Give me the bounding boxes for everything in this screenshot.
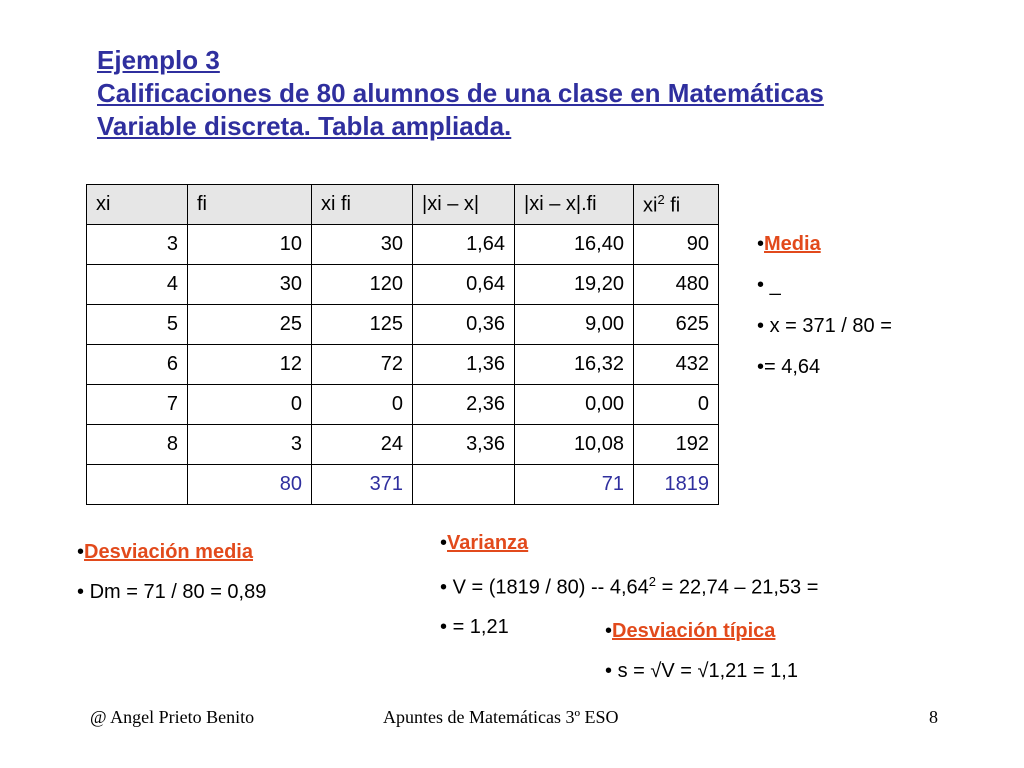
media-section — [757, 233, 892, 397]
bullet-icon: • — [605, 660, 613, 682]
title-line-example: Ejemplo 3 — [97, 45, 220, 75]
total-abs-dev — [413, 465, 515, 505]
varianza-line: • = 1,21 — [440, 616, 509, 638]
cell-abs-dev: 1,36 — [413, 345, 515, 385]
table-totals-row — [87, 465, 719, 505]
total-xi2-fi: 1819 — [634, 465, 719, 505]
cell-xi: 3 — [87, 225, 188, 265]
media-heading: Media — [764, 233, 821, 255]
cell-xi: 6 — [87, 345, 188, 385]
table-row — [87, 305, 719, 345]
cell-xi: 8 — [87, 425, 188, 465]
header-xi: xi — [87, 185, 188, 225]
cell-abs-dev-fi: 10,08 — [515, 425, 634, 465]
slide-title — [97, 44, 824, 143]
media-line: • x = 371 / 80 = — [757, 315, 892, 337]
cell-xi-fi: 24 — [312, 425, 413, 465]
media-line: • _ — [757, 274, 781, 296]
cell-xi-fi: 120 — [312, 265, 413, 305]
cell-xi-fi: 30 — [312, 225, 413, 265]
cell-abs-dev-fi: 19,20 — [515, 265, 634, 305]
cell-xi2-fi: 432 — [634, 345, 719, 385]
cell-xi: 7 — [87, 385, 188, 425]
table-row — [87, 265, 719, 305]
header-xi-fi: xi fi — [312, 185, 413, 225]
varianza-heading: Varianza — [447, 532, 529, 554]
varianza-heading-line — [440, 532, 818, 574]
footer-author: @ Angel Prieto Benito — [90, 707, 255, 727]
cell-fi: 30 — [188, 265, 312, 305]
cell-abs-dev-fi: 9,00 — [515, 305, 634, 345]
cell-fi: 12 — [188, 345, 312, 385]
cell-xi: 4 — [87, 265, 188, 305]
cell-xi2-fi: 192 — [634, 425, 719, 465]
cell-abs-dev: 0,36 — [413, 305, 515, 345]
footer-page-number: 8 — [929, 707, 938, 727]
cell-xi2-fi: 625 — [634, 305, 719, 345]
varianza-line: • $V = (1819 / 80) -- 4,64^2 = 22,74 - 21,53$ = — [440, 574, 819, 599]
desviacion-media-heading-line — [77, 541, 266, 581]
cell-xi2-fi: 480 — [634, 265, 719, 305]
cell-xi2-fi: 0 — [634, 385, 719, 425]
desviacion-tipica-section — [605, 620, 798, 700]
table-row — [87, 385, 719, 425]
cell-abs-dev-fi: 0,00 — [515, 385, 634, 425]
desviacion-media-section — [77, 541, 266, 621]
cell-xi2-fi: 90 — [634, 225, 719, 265]
desviacion-tipica-heading-line — [605, 620, 798, 660]
media-line: •= 4,64 — [757, 356, 821, 378]
bullet-icon: • — [440, 532, 448, 554]
table-row — [87, 425, 719, 465]
bullet-icon: • — [77, 581, 85, 603]
cell-abs-dev: 0,64 — [413, 265, 515, 305]
table-header-row — [87, 185, 719, 225]
table-row — [87, 345, 719, 385]
header-fi: fi — [188, 185, 312, 225]
bullet-icon: • — [757, 233, 765, 255]
header-abs-dev-fi: |xi – x|.fi — [515, 185, 634, 225]
total-xi — [87, 465, 188, 505]
bullet-icon: • — [757, 315, 765, 337]
table-row — [87, 225, 719, 265]
header-abs-dev: |xi – x| — [413, 185, 515, 225]
cell-xi-fi: 72 — [312, 345, 413, 385]
cell-abs-dev-fi: 16,32 — [515, 345, 634, 385]
cell-fi: 25 — [188, 305, 312, 345]
total-abs-dev-fi: 71 — [515, 465, 634, 505]
cell-abs-dev: 3,36 — [413, 425, 515, 465]
frequency-table — [86, 184, 719, 505]
cell-fi: 3 — [188, 425, 312, 465]
bullet-icon: • — [757, 356, 765, 378]
cell-xi-fi: 125 — [312, 305, 413, 345]
media-heading-line — [757, 233, 892, 274]
title-line-subtitle: Variable discreta. Tabla ampliada. — [97, 111, 512, 141]
cell-xi: 5 — [87, 305, 188, 345]
footer-course: Apuntes de Matemáticas 3º ESO — [383, 707, 619, 727]
bullet-icon: • — [757, 274, 765, 296]
desviacion-tipica-line: • s = √V = √1,21 = 1,1 — [605, 660, 798, 682]
header-xi2-fi: $xi^2$ fi — [634, 185, 719, 225]
cell-abs-dev-fi: 16,40 — [515, 225, 634, 265]
cell-xi-fi: 0 — [312, 385, 413, 425]
total-xi-fi: 371 — [312, 465, 413, 505]
bullet-icon: • — [77, 541, 85, 563]
bullet-icon: • — [605, 620, 613, 642]
cell-fi: 10 — [188, 225, 312, 265]
desviacion-media-heading: Desviación media — [84, 541, 253, 563]
total-fi: 80 — [188, 465, 312, 505]
bullet-icon: • — [440, 616, 448, 638]
desviacion-tipica-heading: Desviación típica — [612, 620, 776, 642]
cell-fi: 0 — [188, 385, 312, 425]
title-line-description: Calificaciones de 80 alumnos de una clase en Matemáticas — [97, 78, 824, 108]
bullet-icon: • — [440, 576, 448, 599]
desviacion-media-line: • Dm = 71 / 80 = 0,89 — [77, 581, 267, 603]
cell-abs-dev: 2,36 — [413, 385, 515, 425]
cell-abs-dev: 1,64 — [413, 225, 515, 265]
